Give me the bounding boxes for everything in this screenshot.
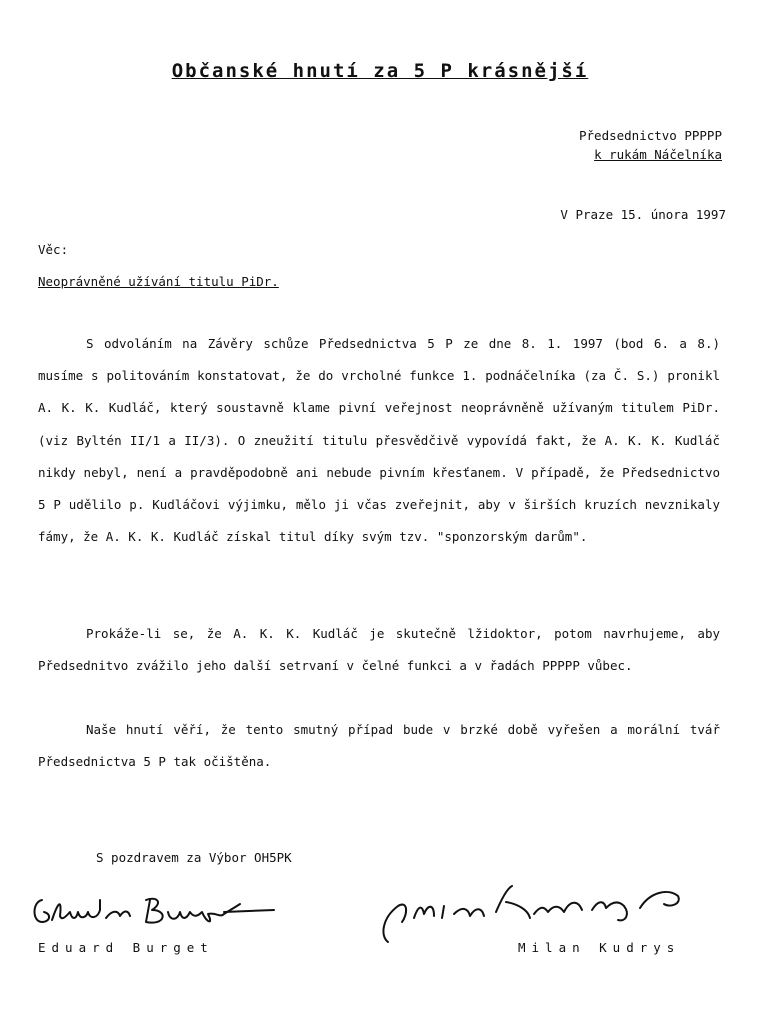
signature-eduard-burget [28, 892, 278, 934]
recipient-block [579, 126, 722, 164]
greeting: S pozdravem za Výbor OH5PK [96, 850, 292, 865]
recipient-line-1: Předsednictvo PPPPP [579, 128, 722, 143]
signature-milan-kudrys [378, 878, 698, 948]
subject-label: Věc: [38, 242, 69, 257]
paragraph-text: Prokáže-li se, že A. K. K. Kudláč je skutečně lžidoktor, potom navrhujeme, aby Předsednitvo zvážilo jeho další setrvaní v čelné funkci a v řadách PPPPP vůbec. [38, 626, 720, 674]
recipient-line-2: k rukám Náčelníka [594, 147, 722, 162]
place-date: V Praze 15. února 1997 [560, 207, 726, 222]
signatory-name-1: Eduard Burget [38, 940, 214, 955]
paragraph-3 [38, 714, 720, 778]
letter-title: Občanské hnutí za 5 P krásnější [171, 60, 589, 82]
paragraph-text: S odvoláním na Závěry schůze Předsednictva 5 P ze dne 8. 1. 1997 (bod 6. a 8.) musíme s politováním konstatovat, že do vrcholné funkce 1. podnáčelníka (za Č. S.) pronikl A. K. K. Kudláč, který soustavně klame pivní veřejnost neoprávněně užívaným titulem PiDr. (viz Byltén II/1 a II/3). O zneužití titulu přesvědčivě vypovídá fakt, že A. K. K. Kudláč nikdy nebyl, není a pravděpodobně ani nebude pivním křesťanem. V případě, že Předsednictvo 5 P udělilo p. Kudláčovi výjimku, mělo ji včas zveřejnit, aby v širších kruzích nevznikaly fámy, že A. K. K. Kudláč získal titul díky svým tzv. "sponzorským darům". [38, 336, 720, 545]
subject-line: Neoprávněné užívání titulu PiDr. [38, 274, 279, 289]
signatory-name-2: Milan Kudrys [518, 940, 681, 955]
paragraph-1 [38, 328, 720, 553]
paragraph-2 [38, 618, 720, 682]
paragraph-text: Naše hnutí věří, že tento smutný případ bude v brzké době vyřešen a morální tvář Předsednictva 5 P tak očištěna. [38, 722, 720, 770]
